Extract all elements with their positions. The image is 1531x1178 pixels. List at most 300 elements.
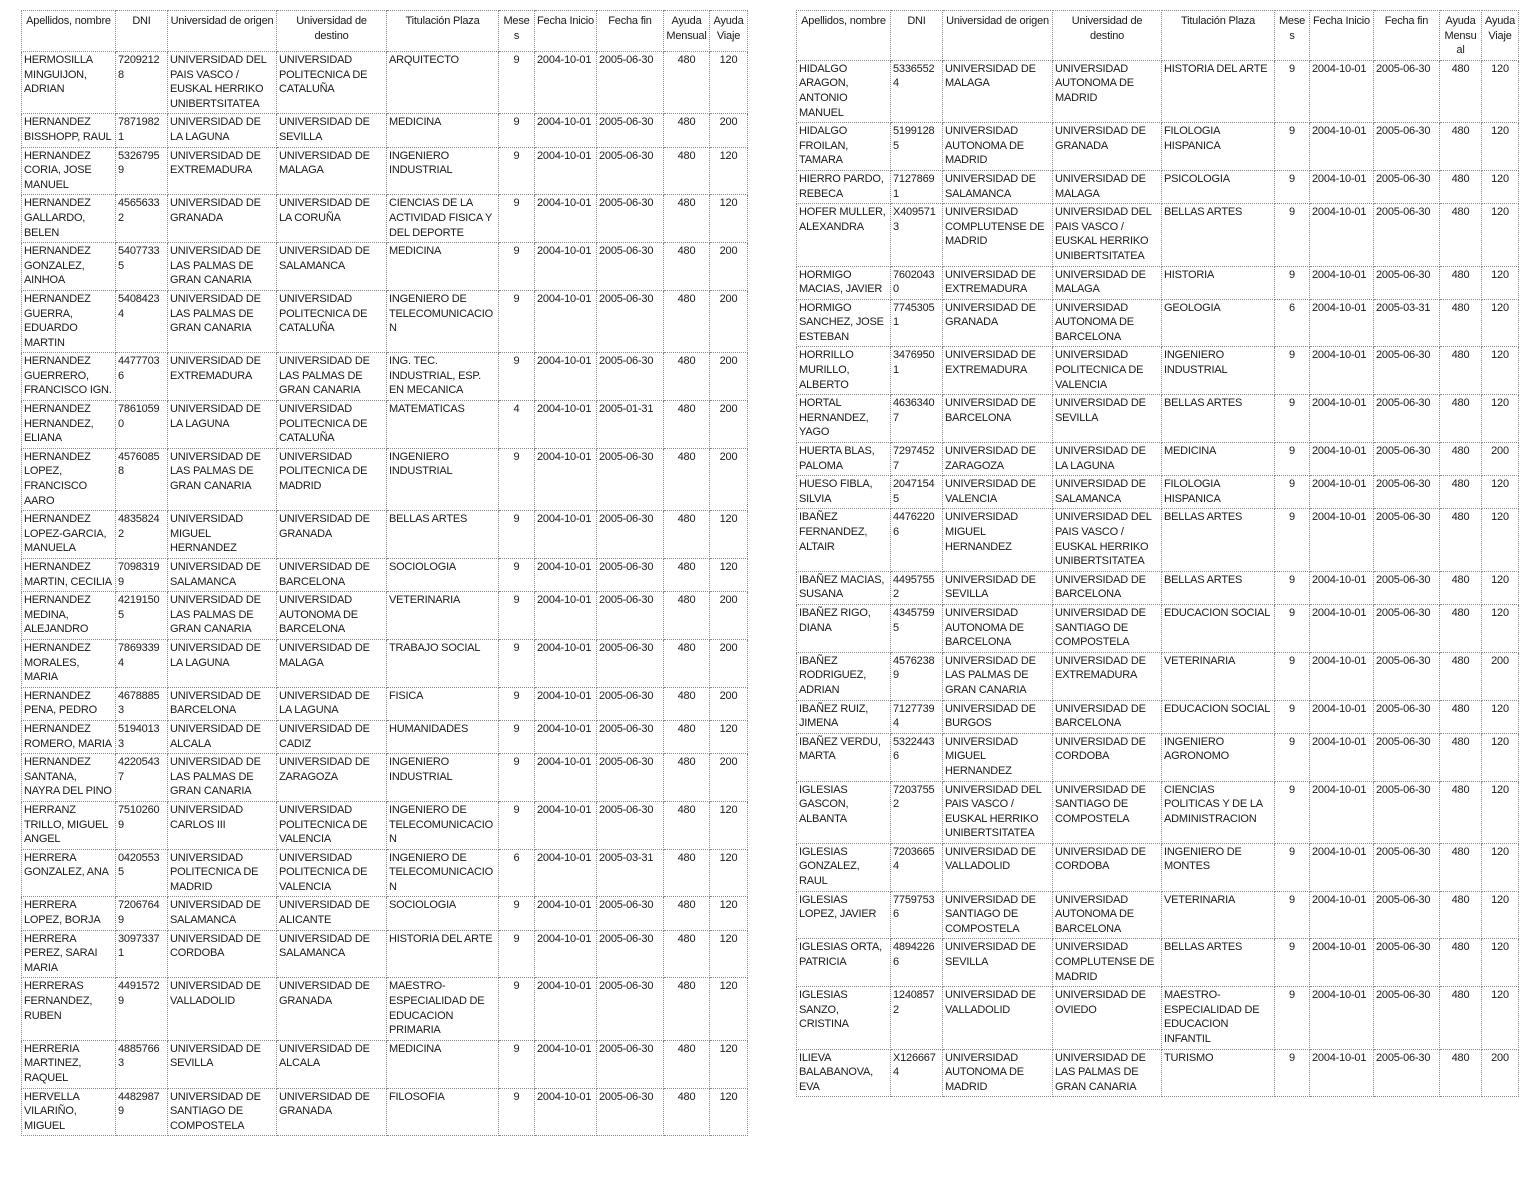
months-cell: 9	[1275, 733, 1310, 781]
table-row	[22, 687, 748, 720]
monthly-aid-cell: 480	[1440, 843, 1482, 891]
start-date-cell: 2004-10-01	[1310, 170, 1374, 203]
travel-aid-cell: 120	[1482, 123, 1519, 171]
name-cell: HERNANDEZ GALLARDO, BELEN	[22, 195, 116, 243]
start-date-cell: 2004-10-01	[1310, 476, 1374, 509]
table-row	[797, 299, 1519, 347]
start-date-cell: 2004-10-01	[535, 1040, 597, 1088]
destination-university-cell: UNIVERSIDAD POLITECNICA DE MADRID	[277, 448, 387, 510]
origin-university-cell: UNIVERSIDAD CARLOS III	[168, 801, 277, 849]
destination-university-cell: UNIVERSIDAD DE MALAGA	[1053, 170, 1162, 203]
end-date-cell: 2005-06-30	[1374, 443, 1440, 476]
table-row	[797, 395, 1519, 443]
monthly-aid-cell: 480	[664, 687, 710, 720]
destination-university-cell: UNIVERSIDAD AUTONOMA DE BARCELONA	[1053, 891, 1162, 939]
dni-cell: 54084234	[116, 290, 168, 352]
destination-university-cell: UNIVERSIDAD AUTONOMA DE BARCELONA	[277, 592, 387, 640]
dni-cell: 78693394	[116, 639, 168, 687]
destination-university-cell: UNIVERSIDAD DE ALCALA	[277, 1040, 387, 1088]
dni-cell: 45760858	[116, 448, 168, 510]
destination-university-cell: UNIVERSIDAD DE BARCELONA	[1053, 700, 1162, 733]
monthly-aid-cell: 480	[1440, 509, 1482, 571]
months-cell: 9	[1275, 939, 1310, 987]
end-date-cell: 2005-06-30	[597, 801, 664, 849]
table-row	[797, 509, 1519, 571]
end-date-cell: 2005-06-30	[597, 1088, 664, 1136]
degree-cell: MATEMATICAS	[387, 401, 499, 449]
dni-cell: 53365524	[891, 60, 943, 122]
start-date-cell: 2004-10-01	[535, 448, 597, 510]
table-row	[797, 123, 1519, 171]
column-header-monthly-aid: Ayuda Mensual	[1440, 11, 1482, 61]
name-cell: IGLESIAS GASCON, ALBANTA	[797, 781, 891, 843]
table-row	[22, 897, 748, 930]
origin-university-cell: UNIVERSIDAD DE VALENCIA	[943, 476, 1053, 509]
monthly-aid-cell: 480	[1440, 266, 1482, 299]
name-cell: HERNANDEZ BISSHOPP, RAUL	[22, 114, 116, 147]
start-date-cell: 2004-10-01	[1310, 700, 1374, 733]
start-date-cell: 2004-10-01	[535, 290, 597, 352]
months-cell: 9	[1275, 781, 1310, 843]
travel-aid-cell: 200	[1482, 652, 1519, 700]
dni-cell: 45656332	[116, 195, 168, 243]
months-cell: 9	[499, 592, 535, 640]
dni-cell: 72092128	[116, 52, 168, 114]
end-date-cell: 2005-06-30	[597, 290, 664, 352]
table-row	[22, 1040, 748, 1088]
name-cell: HERNANDEZ GUERRA, EDUARDO MARTIN	[22, 290, 116, 352]
months-cell: 9	[499, 1088, 535, 1136]
degree-cell: BELLAS ARTES	[387, 511, 499, 559]
table-header-row	[797, 11, 1519, 61]
name-cell: HORRILLO MURILLO, ALBERTO	[797, 347, 891, 395]
name-cell: HIERRO PARDO, REBECA	[797, 170, 891, 203]
table-row	[797, 843, 1519, 891]
origin-university-cell: UNIVERSIDAD DE MALAGA	[943, 60, 1053, 122]
table-row	[797, 476, 1519, 509]
monthly-aid-cell: 480	[664, 353, 710, 401]
start-date-cell: 2004-10-01	[535, 849, 597, 897]
end-date-cell: 2005-06-30	[597, 559, 664, 592]
table-row	[22, 290, 748, 352]
table-row	[797, 266, 1519, 299]
name-cell: HERRERAS FERNANDEZ, RUBEN	[22, 978, 116, 1040]
name-cell: HERNANDEZ MEDINA, ALEJANDRO	[22, 592, 116, 640]
table-row	[22, 801, 748, 849]
end-date-cell: 2005-06-30	[1374, 781, 1440, 843]
dni-cell: 72036654	[891, 843, 943, 891]
table-row	[22, 1088, 748, 1136]
origin-university-cell: UNIVERSIDAD DE LA LAGUNA	[168, 639, 277, 687]
monthly-aid-cell: 480	[664, 720, 710, 753]
degree-cell: CIENCIAS DE LA ACTIVIDAD FISICA Y DEL DEPORTE	[387, 195, 499, 243]
name-cell: HERRERA LOPEZ, BORJA	[22, 897, 116, 930]
origin-university-cell: UNIVERSIDAD DE SALAMANCA	[168, 559, 277, 592]
name-cell: HORMIGO SANCHEZ, JOSE ESTEBAN	[797, 299, 891, 347]
dni-cell: 75102609	[116, 801, 168, 849]
monthly-aid-cell: 480	[664, 147, 710, 195]
dni-cell: 46363407	[891, 395, 943, 443]
table-header-row	[22, 11, 748, 52]
name-cell: IBAÑEZ VERDU, MARTA	[797, 733, 891, 781]
degree-cell: INGENIERO INDUSTRIAL	[387, 754, 499, 802]
origin-university-cell: UNIVERSIDAD DE BARCELONA	[168, 687, 277, 720]
monthly-aid-cell: 480	[1440, 1049, 1482, 1097]
destination-university-cell: UNIVERSIDAD DE BARCELONA	[1053, 571, 1162, 604]
months-cell: 9	[1275, 891, 1310, 939]
origin-university-cell: UNIVERSIDAD DE ZARAGOZA	[943, 443, 1053, 476]
start-date-cell: 2004-10-01	[1310, 987, 1374, 1049]
end-date-cell: 2005-06-30	[597, 978, 664, 1040]
start-date-cell: 2004-10-01	[535, 401, 597, 449]
end-date-cell: 2005-06-30	[1374, 733, 1440, 781]
travel-aid-cell: 120	[1482, 604, 1519, 652]
start-date-cell: 2004-10-01	[1310, 204, 1374, 266]
dni-cell: 53267959	[116, 147, 168, 195]
destination-university-cell: UNIVERSIDAD POLITECNICA DE VALENCIA	[277, 801, 387, 849]
destination-university-cell: UNIVERSIDAD DE GRANADA	[1053, 123, 1162, 171]
degree-cell: CIENCIAS POLITICAS Y DE LA ADMINISTRACION	[1162, 781, 1275, 843]
column-header-travel-aid: Ayuda Viaje	[710, 11, 748, 52]
start-date-cell: 2004-10-01	[535, 801, 597, 849]
dni-cell: 78719821	[116, 114, 168, 147]
start-date-cell: 2004-10-01	[535, 754, 597, 802]
monthly-aid-cell: 480	[664, 1088, 710, 1136]
monthly-aid-cell: 480	[664, 290, 710, 352]
start-date-cell: 2004-10-01	[1310, 891, 1374, 939]
end-date-cell: 2005-06-30	[1374, 347, 1440, 395]
degree-cell: EDUCACION SOCIAL	[1162, 604, 1275, 652]
origin-university-cell: UNIVERSIDAD DE LAS PALMAS DE GRAN CANARIA	[168, 754, 277, 802]
degree-cell: BELLAS ARTES	[1162, 939, 1275, 987]
origin-university-cell: UNIVERSIDAD DE LAS PALMAS DE GRAN CANARIA	[943, 652, 1053, 700]
table-row	[22, 639, 748, 687]
travel-aid-cell: 120	[1482, 700, 1519, 733]
table-row	[22, 754, 748, 802]
travel-aid-cell: 200	[710, 592, 748, 640]
left-page	[21, 10, 747, 1136]
start-date-cell: 2004-10-01	[535, 978, 597, 1040]
end-date-cell: 2005-06-30	[1374, 123, 1440, 171]
months-cell: 9	[1275, 60, 1310, 122]
monthly-aid-cell: 480	[1440, 476, 1482, 509]
travel-aid-cell: 120	[710, 147, 748, 195]
degree-cell: FILOLOGIA HISPANICA	[1162, 123, 1275, 171]
travel-aid-cell: 200	[1482, 443, 1519, 476]
end-date-cell: 2005-06-30	[597, 114, 664, 147]
column-header-monthly-aid: Ayuda Mensual	[664, 11, 710, 52]
end-date-cell: 2005-06-30	[597, 930, 664, 978]
monthly-aid-cell: 480	[664, 195, 710, 243]
destination-university-cell: UNIVERSIDAD DE SALAMANCA	[277, 930, 387, 978]
months-cell: 9	[499, 448, 535, 510]
start-date-cell: 2004-10-01	[1310, 509, 1374, 571]
dni-cell: 53224436	[891, 733, 943, 781]
degree-cell: HISTORIA DEL ARTE	[1162, 60, 1275, 122]
origin-university-cell: UNIVERSIDAD DE CORDOBA	[168, 930, 277, 978]
monthly-aid-cell: 480	[664, 592, 710, 640]
table-row	[22, 195, 748, 243]
degree-cell: FILOLOGIA HISPANICA	[1162, 476, 1275, 509]
destination-university-cell: UNIVERSIDAD DE LA LAGUNA	[277, 687, 387, 720]
destination-university-cell: UNIVERSIDAD DE CADIZ	[277, 720, 387, 753]
months-cell: 9	[499, 114, 535, 147]
months-cell: 9	[1275, 1049, 1310, 1097]
column-header-dni: DNI	[891, 11, 943, 61]
monthly-aid-cell: 480	[1440, 652, 1482, 700]
origin-university-cell: UNIVERSIDAD DE GRANADA	[168, 195, 277, 243]
end-date-cell: 2005-06-30	[597, 52, 664, 114]
start-date-cell: 2004-10-01	[1310, 123, 1374, 171]
end-date-cell: 2005-03-31	[597, 849, 664, 897]
dni-cell: 44915729	[116, 978, 168, 1040]
end-date-cell: 2005-06-30	[597, 754, 664, 802]
degree-cell: VETERINARIA	[1162, 652, 1275, 700]
start-date-cell: 2004-10-01	[1310, 939, 1374, 987]
destination-university-cell: UNIVERSIDAD DE EXTREMADURA	[1053, 652, 1162, 700]
months-cell: 9	[1275, 843, 1310, 891]
origin-university-cell: UNIVERSIDAD MIGUEL HERNANDEZ	[943, 733, 1053, 781]
end-date-cell: 2005-06-30	[1374, 571, 1440, 604]
name-cell: IBAÑEZ FERNANDEZ, ALTAIR	[797, 509, 891, 571]
degree-cell: FISICA	[387, 687, 499, 720]
end-date-cell: 2005-06-30	[1374, 204, 1440, 266]
travel-aid-cell: 200	[710, 243, 748, 291]
monthly-aid-cell: 480	[664, 801, 710, 849]
degree-cell: MEDICINA	[387, 243, 499, 291]
degree-cell: TURISMO	[1162, 1049, 1275, 1097]
start-date-cell: 2004-10-01	[535, 592, 597, 640]
column-header-destination-university: Universidad de destino	[1053, 11, 1162, 61]
table-row	[797, 652, 1519, 700]
destination-university-cell: UNIVERSIDAD DE OVIEDO	[1053, 987, 1162, 1049]
months-cell: 9	[499, 353, 535, 401]
end-date-cell: 2005-06-30	[597, 639, 664, 687]
start-date-cell: 2004-10-01	[535, 639, 597, 687]
months-cell: 9	[499, 243, 535, 291]
dni-cell: 72037552	[891, 781, 943, 843]
end-date-cell: 2005-06-30	[1374, 700, 1440, 733]
dni-cell: X4095713	[891, 204, 943, 266]
start-date-cell: 2004-10-01	[535, 353, 597, 401]
origin-university-cell: UNIVERSIDAD DE LAS PALMAS DE GRAN CANARIA	[168, 448, 277, 510]
origin-university-cell: UNIVERSIDAD DE EXTREMADURA	[168, 147, 277, 195]
destination-university-cell: UNIVERSIDAD COMPLUTENSE DE MADRID	[1053, 939, 1162, 987]
dni-cell: 46788853	[116, 687, 168, 720]
end-date-cell: 2005-06-30	[597, 243, 664, 291]
destination-university-cell: UNIVERSIDAD POLITECNICA DE CATALUÑA	[277, 290, 387, 352]
origin-university-cell: UNIVERSIDAD DE SANTIAGO DE COMPOSTELA	[943, 891, 1053, 939]
start-date-cell: 2004-10-01	[1310, 1049, 1374, 1097]
destination-university-cell: UNIVERSIDAD POLITECNICA DE VALENCIA	[277, 849, 387, 897]
name-cell: HERNANDEZ GONZALEZ, AINHOA	[22, 243, 116, 291]
dni-cell: 44762206	[891, 509, 943, 571]
travel-aid-cell: 200	[710, 114, 748, 147]
name-cell: HERRERIA MARTINEZ, RAQUEL	[22, 1040, 116, 1088]
months-cell: 9	[499, 720, 535, 753]
origin-university-cell: UNIVERSIDAD DE SALAMANCA	[943, 170, 1053, 203]
months-cell: 9	[1275, 204, 1310, 266]
travel-aid-cell: 120	[1482, 299, 1519, 347]
origin-university-cell: UNIVERSIDAD DE GRANADA	[943, 299, 1053, 347]
monthly-aid-cell: 480	[664, 930, 710, 978]
name-cell: HERRANZ TRILLO, MIGUEL ANGEL	[22, 801, 116, 849]
dni-cell: 51991285	[891, 123, 943, 171]
monthly-aid-cell: 480	[1440, 123, 1482, 171]
end-date-cell: 2005-06-30	[1374, 604, 1440, 652]
travel-aid-cell: 120	[710, 849, 748, 897]
months-cell: 9	[1275, 571, 1310, 604]
degree-cell: FILOSOFIA	[387, 1088, 499, 1136]
monthly-aid-cell: 480	[1440, 395, 1482, 443]
start-date-cell: 2004-10-01	[535, 720, 597, 753]
column-header-dni: DNI	[116, 11, 168, 52]
degree-cell: VETERINARIA	[1162, 891, 1275, 939]
column-header-degree: Titulación Plaza	[387, 11, 499, 52]
dni-cell: 70983199	[116, 559, 168, 592]
destination-university-cell: UNIVERSIDAD AUTONOMA DE BARCELONA	[1053, 299, 1162, 347]
degree-cell: GEOLOGIA	[1162, 299, 1275, 347]
end-date-cell: 2005-06-30	[1374, 891, 1440, 939]
travel-aid-cell: 120	[710, 195, 748, 243]
table-row	[22, 930, 748, 978]
destination-university-cell: UNIVERSIDAD AUTONOMA DE MADRID	[1053, 60, 1162, 122]
months-cell: 9	[1275, 266, 1310, 299]
table-row	[22, 978, 748, 1040]
travel-aid-cell: 120	[710, 897, 748, 930]
destination-university-cell: UNIVERSIDAD POLITECNICA DE CATALUÑA	[277, 52, 387, 114]
travel-aid-cell: 120	[710, 801, 748, 849]
name-cell: IBAÑEZ RODRIGUEZ, ADRIAN	[797, 652, 891, 700]
table-row	[797, 891, 1519, 939]
table-row	[22, 511, 748, 559]
destination-university-cell: UNIVERSIDAD POLITECNICA DE CATALUÑA	[277, 401, 387, 449]
monthly-aid-cell: 480	[1440, 987, 1482, 1049]
origin-university-cell: UNIVERSIDAD DE LAS PALMAS DE GRAN CANARIA	[168, 592, 277, 640]
travel-aid-cell: 200	[710, 401, 748, 449]
months-cell: 9	[499, 754, 535, 802]
name-cell: HORMIGO MACIAS, JAVIER	[797, 266, 891, 299]
origin-university-cell: UNIVERSIDAD DE SEVILLA	[943, 939, 1053, 987]
destination-university-cell: UNIVERSIDAD DE LA CORUÑA	[277, 195, 387, 243]
origin-university-cell: UNIVERSIDAD AUTONOMA DE MADRID	[943, 1049, 1053, 1097]
column-header-end-date: Fecha fin	[1374, 11, 1440, 61]
origin-university-cell: UNIVERSIDAD DE BURGOS	[943, 700, 1053, 733]
start-date-cell: 2004-10-01	[1310, 843, 1374, 891]
degree-cell: INGENIERO INDUSTRIAL	[387, 147, 499, 195]
right-page	[796, 10, 1518, 1097]
name-cell: HERNANDEZ LOPEZ-GARCIA, MANUELA	[22, 511, 116, 559]
monthly-aid-cell: 480	[1440, 604, 1482, 652]
destination-university-cell: UNIVERSIDAD DE MALAGA	[277, 639, 387, 687]
monthly-aid-cell: 480	[664, 639, 710, 687]
name-cell: ILIEVA BALABANOVA, EVA	[797, 1049, 891, 1097]
travel-aid-cell: 120	[1482, 939, 1519, 987]
name-cell: HERNANDEZ MORALES, MARIA	[22, 639, 116, 687]
table-row	[22, 448, 748, 510]
start-date-cell: 2004-10-01	[1310, 604, 1374, 652]
months-cell: 9	[1275, 652, 1310, 700]
destination-university-cell: UNIVERSIDAD DE ALICANTE	[277, 897, 387, 930]
name-cell: HUESO FIBLA, SILVIA	[797, 476, 891, 509]
start-date-cell: 2004-10-01	[1310, 652, 1374, 700]
start-date-cell: 2004-10-01	[1310, 299, 1374, 347]
months-cell: 9	[1275, 987, 1310, 1049]
table-row	[797, 170, 1519, 203]
column-header-degree: Titulación Plaza	[1162, 11, 1275, 61]
months-cell: 9	[1275, 476, 1310, 509]
end-date-cell: 2005-06-30	[597, 897, 664, 930]
destination-university-cell: UNIVERSIDAD DE MALAGA	[1053, 266, 1162, 299]
dni-cell: 71277394	[891, 700, 943, 733]
start-date-cell: 2004-10-01	[535, 897, 597, 930]
end-date-cell: 2005-06-30	[1374, 939, 1440, 987]
table-row	[797, 1049, 1519, 1097]
origin-university-cell: UNIVERSIDAD DE LAS PALMAS DE GRAN CANARIA	[168, 290, 277, 352]
name-cell: IGLESIAS SANZO, CRISTINA	[797, 987, 891, 1049]
degree-cell: MEDICINA	[1162, 443, 1275, 476]
scholarship-table-left	[21, 10, 748, 1136]
destination-university-cell: UNIVERSIDAD DE SEVILLA	[1053, 395, 1162, 443]
destination-university-cell: UNIVERSIDAD DE LAS PALMAS DE GRAN CANARIA	[1053, 1049, 1162, 1097]
table-row	[22, 353, 748, 401]
origin-university-cell: UNIVERSIDAD DE EXTREMADURA	[943, 347, 1053, 395]
monthly-aid-cell: 480	[1440, 781, 1482, 843]
degree-cell: HISTORIA	[1162, 266, 1275, 299]
months-cell: 9	[499, 639, 535, 687]
dni-cell: 42191505	[116, 592, 168, 640]
monthly-aid-cell: 480	[664, 448, 710, 510]
months-cell: 9	[499, 147, 535, 195]
start-date-cell: 2004-10-01	[1310, 60, 1374, 122]
monthly-aid-cell: 480	[1440, 700, 1482, 733]
monthly-aid-cell: 480	[1440, 571, 1482, 604]
start-date-cell: 2004-10-01	[535, 147, 597, 195]
dni-cell: 48857663	[116, 1040, 168, 1088]
table-row	[22, 243, 748, 291]
name-cell: HERNANDEZ LOPEZ, FRANCISCO AARO	[22, 448, 116, 510]
start-date-cell: 2004-10-01	[1310, 347, 1374, 395]
table-row	[797, 347, 1519, 395]
origin-university-cell: UNIVERSIDAD DE LA LAGUNA	[168, 401, 277, 449]
origin-university-cell: UNIVERSIDAD DEL PAIS VASCO / EUSKAL HERRIKO UNIBERTSITATEA	[943, 781, 1053, 843]
table-row	[22, 401, 748, 449]
end-date-cell: 2005-06-30	[1374, 1049, 1440, 1097]
monthly-aid-cell: 480	[664, 559, 710, 592]
end-date-cell: 2005-06-30	[1374, 395, 1440, 443]
dni-cell: 54077335	[116, 243, 168, 291]
monthly-aid-cell: 480	[664, 754, 710, 802]
dni-cell: X1266674	[891, 1049, 943, 1097]
dni-cell: 44957552	[891, 571, 943, 604]
name-cell: HERNANDEZ SANTANA, NAYRA DEL PINO	[22, 754, 116, 802]
travel-aid-cell: 120	[710, 978, 748, 1040]
dni-cell: 45762389	[891, 652, 943, 700]
travel-aid-cell: 120	[710, 52, 748, 114]
travel-aid-cell: 200	[710, 687, 748, 720]
end-date-cell: 2005-06-30	[597, 448, 664, 510]
table-row	[797, 60, 1519, 122]
monthly-aid-cell: 480	[664, 511, 710, 559]
travel-aid-cell: 120	[1482, 781, 1519, 843]
destination-university-cell: UNIVERSIDAD DE MALAGA	[277, 147, 387, 195]
degree-cell: BELLAS ARTES	[1162, 509, 1275, 571]
column-header-destination-university: Universidad de destino	[277, 11, 387, 52]
monthly-aid-cell: 480	[1440, 170, 1482, 203]
origin-university-cell: UNIVERSIDAD MIGUEL HERNANDEZ	[168, 511, 277, 559]
degree-cell: SOCIOLOGIA	[387, 559, 499, 592]
travel-aid-cell: 120	[1482, 987, 1519, 1049]
